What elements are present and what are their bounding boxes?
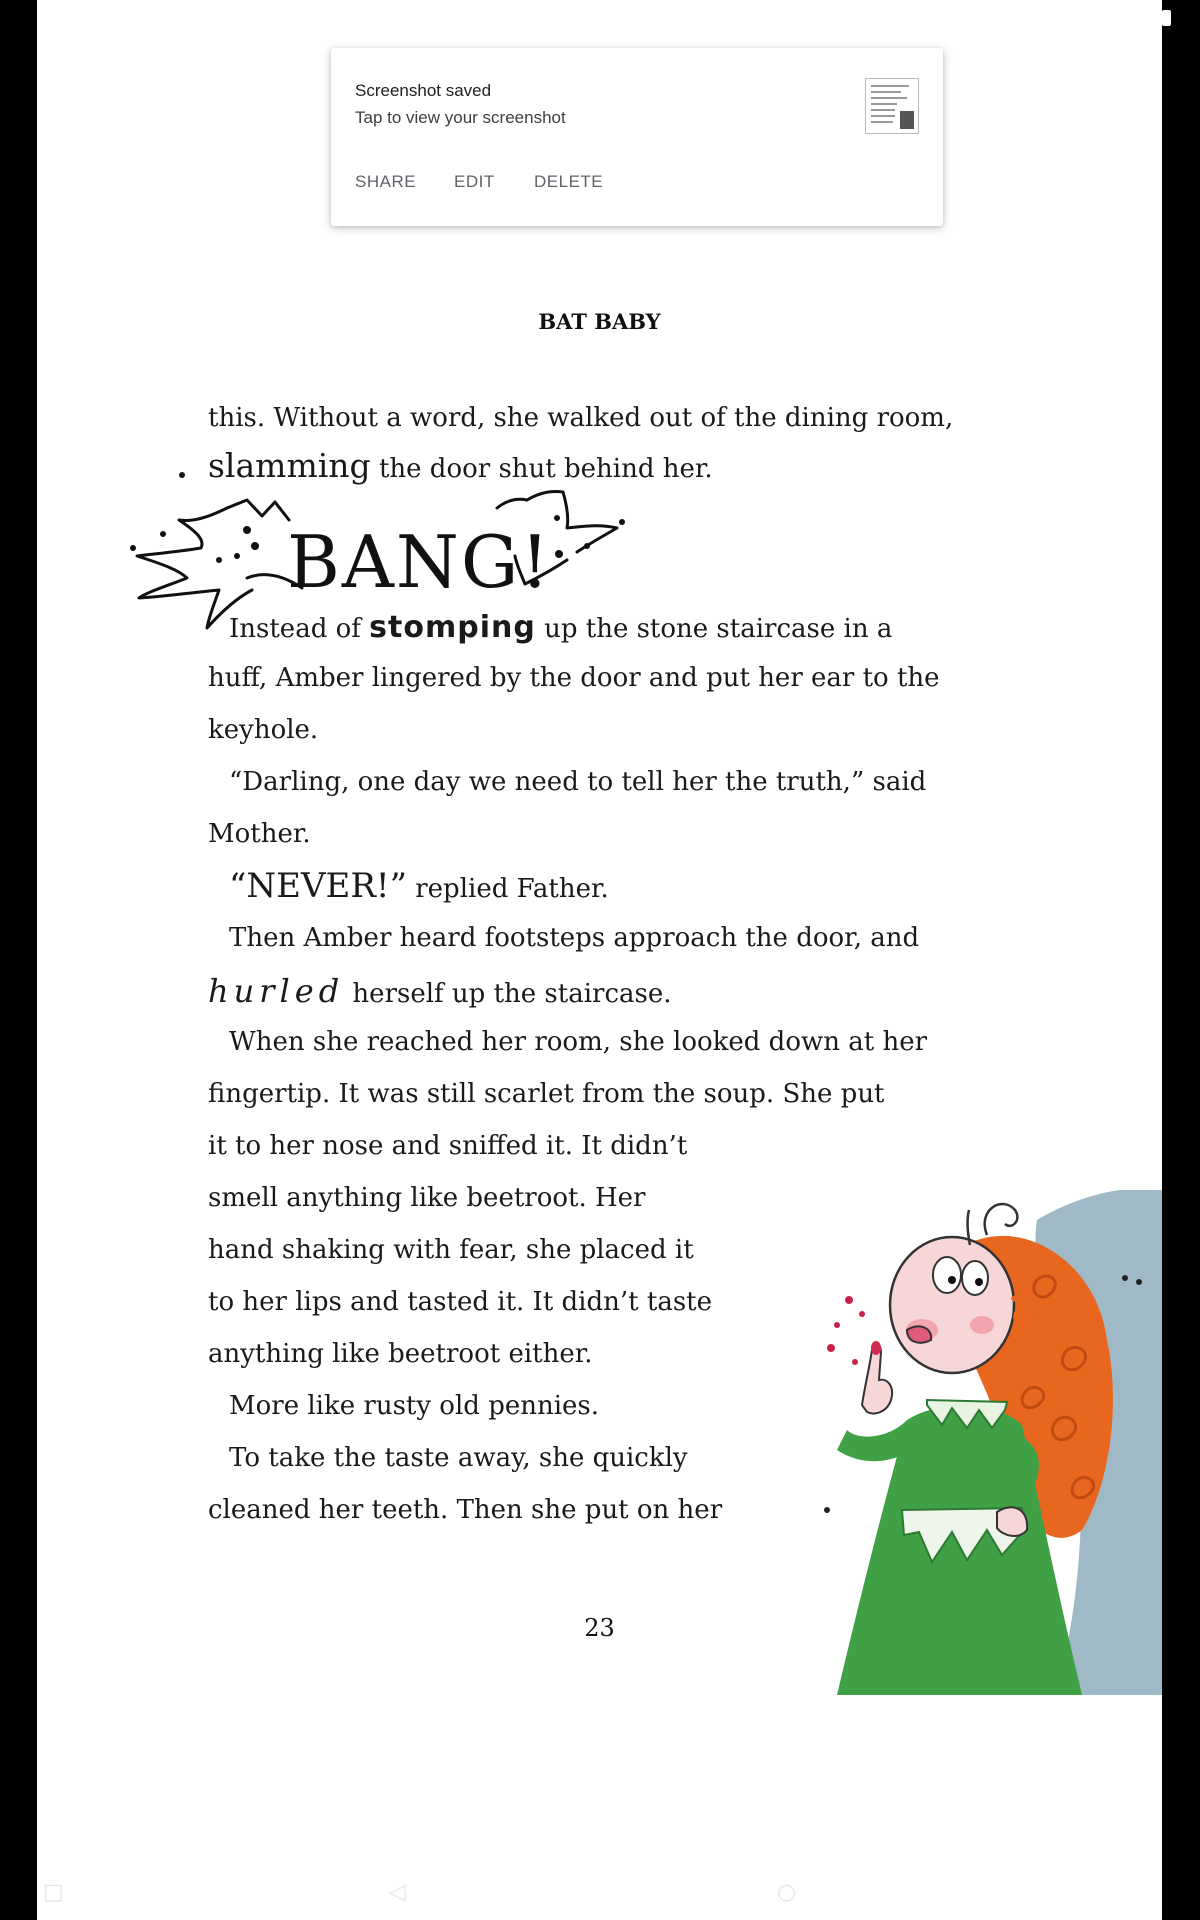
text-span: the door shut behind her. bbox=[370, 454, 713, 484]
bang-text: BANG! bbox=[287, 520, 552, 604]
book-page bbox=[37, 0, 1162, 1920]
running-head: BAT BABY bbox=[538, 309, 661, 334]
text-line bbox=[229, 610, 892, 645]
edit-button[interactable]: EDIT bbox=[454, 172, 495, 191]
text-line: smell anything like beetroot. Her bbox=[208, 1183, 646, 1213]
nav-home-icon[interactable]: ○ bbox=[777, 1880, 797, 1905]
text-line: More like rusty old pennies. bbox=[229, 1391, 600, 1421]
text-line: “Darling, one day we need to tell her the truth,” said bbox=[229, 767, 927, 797]
battery-icon bbox=[1162, 10, 1171, 26]
text-line bbox=[208, 972, 672, 1010]
emphasis-hurled: hurled bbox=[208, 972, 345, 1010]
text-line: huff, Amber lingered by the door and put her ear to the bbox=[208, 663, 940, 693]
emphasis-slamming: slamming bbox=[208, 446, 371, 485]
nav-recents-icon[interactable]: □ bbox=[43, 1880, 64, 1905]
share-button[interactable]: SHARE bbox=[355, 172, 417, 191]
emphasis-stomping: stomping bbox=[369, 610, 536, 645]
text-span: Instead of bbox=[229, 614, 370, 644]
text-line: cleaned her teeth. Then she put on her bbox=[208, 1495, 723, 1525]
text-line: hand shaking with fear, she placed it bbox=[208, 1235, 694, 1265]
text-line: To take the taste away, she quickly bbox=[229, 1443, 688, 1473]
text-span: herself up the staircase. bbox=[344, 979, 672, 1009]
text-line: to her lips and tasted it. It didn’t taste bbox=[208, 1287, 712, 1317]
page-number: 23 bbox=[584, 1614, 615, 1642]
text-line: Then Amber heard footsteps approach the door, and bbox=[229, 923, 920, 953]
screenshot-thumbnail[interactable] bbox=[865, 78, 919, 134]
text-line: it to her nose and sniffed it. It didn’t bbox=[208, 1131, 688, 1161]
screenshot-notification[interactable] bbox=[331, 48, 943, 226]
delete-button[interactable]: DELETE bbox=[534, 172, 604, 191]
nav-back-icon[interactable]: ◁ bbox=[389, 1880, 406, 1905]
text-line: fingertip. It was still scarlet from the soup. She put bbox=[208, 1079, 885, 1109]
emphasis-never: “NEVER!” bbox=[229, 866, 407, 906]
notification-subtitle: Tap to view your screenshot bbox=[355, 108, 566, 127]
text-line: When she reached her room, she looked down at her bbox=[229, 1027, 928, 1057]
text-span: replied Father. bbox=[406, 874, 609, 904]
notification-title: Screenshot saved bbox=[355, 81, 492, 100]
text-line: anything like beetroot either. bbox=[208, 1339, 593, 1369]
text-line: this. Without a word, she walked out of the dining room, bbox=[208, 403, 954, 433]
text-line: Mother. bbox=[208, 819, 311, 849]
text-line: keyhole. bbox=[208, 715, 319, 745]
text-span: up the stone staircase in a bbox=[535, 614, 893, 644]
text-line bbox=[229, 866, 609, 906]
